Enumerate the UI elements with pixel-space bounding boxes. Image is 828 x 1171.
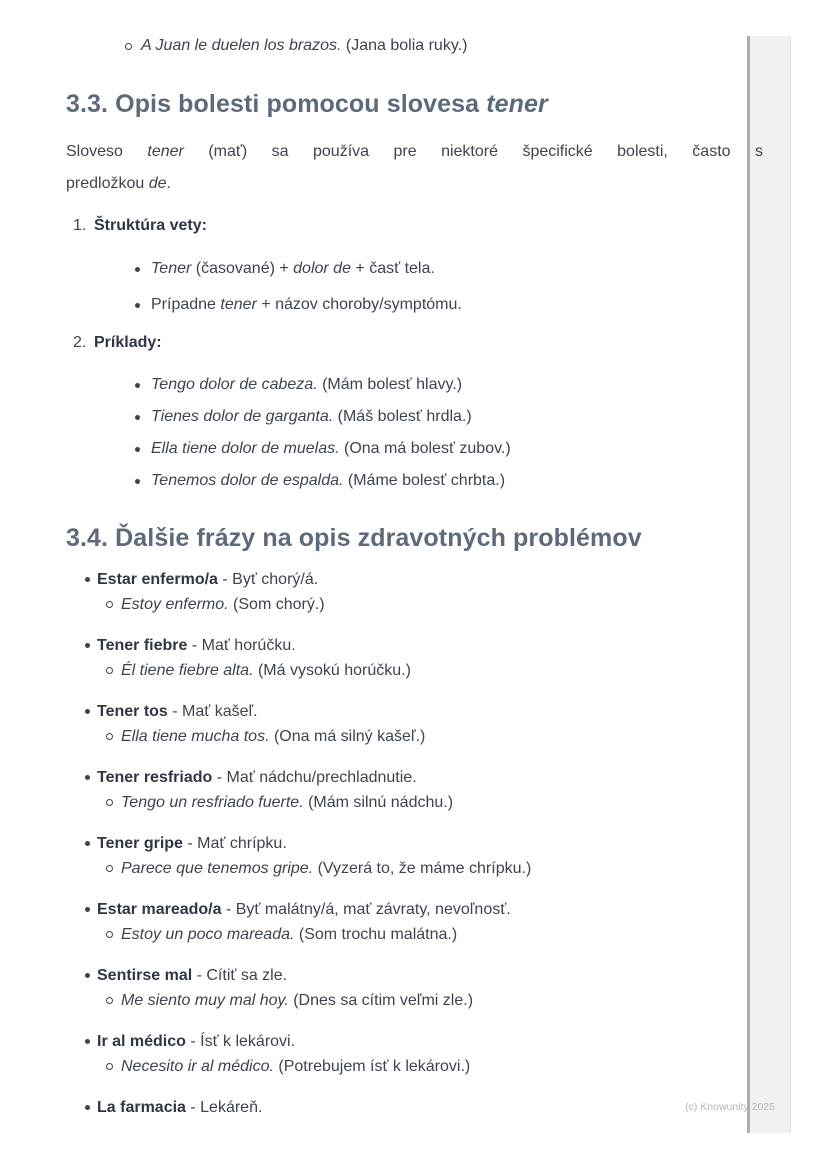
sk-translation: (Som chorý.) (228, 596, 325, 613)
es-phrase: Ella tiene mucha tos. (121, 728, 270, 745)
phrase-example-line (106, 790, 763, 815)
structure-item (135, 259, 763, 278)
phrase-main-line (85, 963, 763, 988)
phrase-text (97, 1029, 295, 1054)
phrase-example-line (106, 856, 763, 881)
bullet-icon (85, 907, 90, 912)
phrase-main-line (85, 633, 763, 658)
circle-bullet-icon (106, 865, 113, 872)
phrase-example-text (121, 1054, 470, 1079)
phrase-main-line (85, 567, 763, 592)
numbered-item-structure (73, 216, 763, 235)
circle-bullet-icon (106, 733, 113, 740)
phrase-example-text (121, 856, 531, 881)
item-label: Príklady: (94, 334, 162, 351)
circle-bullet-icon (106, 997, 113, 1004)
document-content (66, 0, 763, 1136)
intro-example-item (125, 36, 763, 55)
phrase-text (97, 633, 296, 658)
phrase-main-line (85, 1029, 763, 1054)
es-phrase: Tengo dolor de cabeza. (151, 376, 318, 393)
example-item (135, 407, 763, 426)
sk-translation: (Máme bolesť chrbta.) (343, 472, 506, 489)
circle-bullet-icon (106, 667, 113, 674)
phrase-term: Tener tos (97, 703, 168, 720)
phrase-main-line (85, 897, 763, 922)
bullet-icon (135, 447, 140, 452)
phrase-term: Tener resfriado (97, 769, 213, 786)
structure-item-text (151, 295, 462, 314)
item-label: Štruktúra vety: (94, 217, 207, 234)
example-text (151, 375, 462, 394)
phrase-main-line (85, 1095, 763, 1120)
es-phrase: A Juan le duelen los brazos. (141, 37, 342, 54)
sk-translation: (Vyzerá to, že máme chrípku.) (313, 860, 532, 877)
phrase-text (97, 567, 318, 592)
section-3-4-heading: 3.4. Ďalšie frázy na opis zdravotných problémov (66, 524, 642, 552)
bullet-icon (135, 479, 140, 484)
phrase-example-text (121, 592, 325, 617)
sk-translation: (Máš bolesť hrdla.) (333, 408, 472, 425)
bullet-icon (85, 1039, 90, 1044)
phrase-example-text (121, 922, 457, 947)
copyright-text: (c) Knowunity 2025 (685, 1101, 775, 1113)
phrase-definition: - Mať horúčku. (187, 637, 296, 654)
phrase-definition: - Mať chrípku. (182, 835, 287, 852)
bullet-icon (85, 1105, 90, 1110)
sk-translation: (Mám silnú nádchu.) (303, 794, 454, 811)
phrase-group (66, 1095, 763, 1120)
phrase-group (66, 633, 763, 683)
bullet-icon (85, 577, 90, 582)
bullet-icon (85, 841, 90, 846)
es-term: de (148, 175, 167, 192)
structure-item (135, 295, 763, 314)
phrase-definition: - Mať nádchu/prechladnutie. (212, 769, 417, 786)
phrase-example-line (106, 658, 763, 683)
section-3-3-heading (66, 89, 763, 119)
phrase-text (97, 831, 287, 856)
phrase-text (97, 699, 258, 724)
item-number: 1. (73, 217, 87, 234)
phrase-main-line (85, 831, 763, 856)
phrase-definition: - Mať kašeľ. (167, 703, 258, 720)
phrase-text (97, 765, 417, 790)
phrase-example-line (106, 724, 763, 749)
text-run: + názov choroby/symptómu. (256, 296, 462, 313)
es-phrase: Tienes dolor de garganta. (151, 408, 334, 425)
es-phrase: Tenemos dolor de espalda. (151, 472, 344, 489)
phrase-term: Estar mareado/a (97, 901, 222, 918)
phrase-group (66, 1029, 763, 1079)
es-phrase: Parece que tenemos gripe. (121, 860, 314, 877)
phrase-term: Estar enfermo/a (97, 571, 218, 588)
sk-translation: (Dnes sa cítim veľmi zle.) (288, 992, 474, 1009)
es-phrase: Estoy enfermo. (121, 596, 229, 613)
phrase-example-text (121, 658, 411, 683)
phrase-example-line (106, 988, 763, 1013)
es-phrase: Él tiene fiebre alta. (121, 662, 254, 679)
es-term: tener (220, 296, 257, 313)
text-run: Prípadne (151, 296, 221, 313)
text-run: Sloveso (66, 143, 148, 160)
phrase-main-line (85, 699, 763, 724)
paragraph-line-1 (66, 136, 763, 168)
phrase-group (66, 897, 763, 947)
sk-translation: (Ona má bolesť zubov.) (339, 440, 511, 457)
example-item (135, 471, 763, 490)
phrase-term: Ir al médico (97, 1033, 186, 1050)
phrase-example-line (106, 1054, 763, 1079)
phrase-term: Tener gripe (97, 835, 183, 852)
es-phrase: Ella tiene dolor de muelas. (151, 440, 340, 457)
phrase-text (97, 963, 287, 988)
es-phrase: Estoy un poco mareada. (121, 926, 295, 943)
phrase-group (66, 963, 763, 1013)
phrase-term: Sentirse mal (97, 967, 193, 984)
phrase-example-line (106, 922, 763, 947)
numbered-item-examples (73, 333, 763, 352)
phrase-definition: - Ísť k lekárovi. (185, 1033, 296, 1050)
phrase-definition: - Byť chorý/á. (217, 571, 319, 588)
intro-example-text (141, 36, 467, 55)
sk-translation: (Mám bolesť hlavy.) (317, 376, 463, 393)
text-run: . (166, 175, 171, 192)
structure-item-text (151, 259, 435, 278)
bullet-icon (85, 775, 90, 780)
phrase-group (66, 699, 763, 749)
example-item (135, 375, 763, 394)
bullet-icon (85, 973, 90, 978)
phrase-definition: - Lekáreň. (185, 1099, 263, 1116)
es-phrase: Tengo un resfriado fuerte. (121, 794, 304, 811)
text-run: predložkou (66, 175, 149, 192)
sk-translation: (Ona má silný kašeľ.) (269, 728, 426, 745)
paragraph-line-2 (66, 168, 763, 200)
phrase-group (66, 831, 763, 881)
bullet-icon (135, 415, 140, 420)
circle-bullet-icon (106, 799, 113, 806)
phrase-example-line (106, 592, 763, 617)
example-text (151, 439, 511, 458)
heading-text: 3.3. Opis bolesti pomocou slovesa (66, 90, 487, 118)
phrase-group (66, 765, 763, 815)
sk-translation: (Som trochu malátna.) (294, 926, 458, 943)
phrase-group (66, 567, 763, 617)
es-phrase: Me siento muy mal hoy. (121, 992, 289, 1009)
phrase-text (97, 1095, 262, 1120)
sk-translation: (Má vysokú horúčku.) (253, 662, 411, 679)
sk-translation: (Jana bolia ruky.) (341, 37, 468, 54)
bullet-icon (135, 383, 140, 388)
bullet-icon (85, 709, 90, 714)
bullet-icon (135, 267, 140, 272)
phrase-list (66, 567, 763, 1120)
es-term: tener (147, 143, 184, 160)
item-number: 2. (73, 334, 87, 351)
text-run: + časť tela. (350, 260, 435, 277)
circle-bullet-icon (106, 1063, 113, 1070)
phrase-example-text (121, 790, 453, 815)
es-term: dolor de (293, 260, 351, 277)
phrase-term: Tener fiebre (97, 637, 188, 654)
phrase-definition: - Byť malátny/á, mať závraty, nevoľnosť. (221, 901, 511, 918)
heading-italic-term: tener (486, 90, 548, 118)
bullet-icon (85, 643, 90, 648)
phrase-example-text (121, 724, 425, 749)
intro-paragraph (66, 136, 763, 200)
phrase-text (97, 897, 511, 922)
phrase-definition: - Cítiť sa zle. (192, 967, 288, 984)
phrase-term: La farmacia (97, 1099, 186, 1116)
sk-translation: (Potrebujem ísť k lekárovi.) (273, 1058, 471, 1075)
bullet-icon (135, 303, 140, 308)
example-text (151, 471, 505, 490)
example-item (135, 439, 763, 458)
es-phrase: Necesito ir al médico. (121, 1058, 274, 1075)
text-run: (mať) sa používa pre niektoré špecifické bolesti, často s (183, 143, 764, 160)
text-run: (časované) + (191, 260, 294, 277)
circle-bullet-icon (125, 43, 132, 50)
example-text (151, 407, 472, 426)
phrase-main-line (85, 765, 763, 790)
phrase-example-text (121, 988, 473, 1013)
circle-bullet-icon (106, 931, 113, 938)
circle-bullet-icon (106, 601, 113, 608)
es-term: Tener (151, 260, 192, 277)
